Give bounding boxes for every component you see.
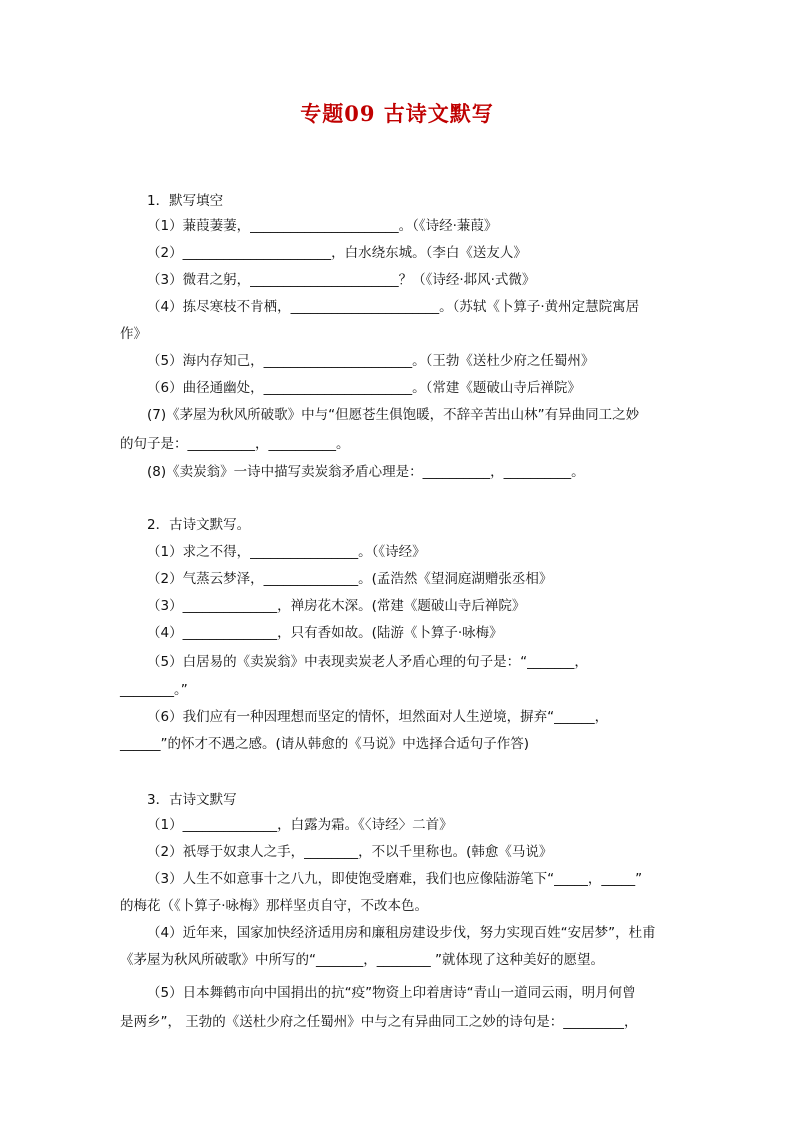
question-line: （1）求之不得，________________。（《诗经》 — [147, 544, 426, 560]
question-line: （3）人生不如意事十之八九，即使饱受磨难，我们也应像陆游笔下“_____，_____” — [147, 871, 643, 887]
question-line: （4）近年来，国家加快经济适用房和廉租房建设步伐，努力实现百姓“安居梦”，杜甫 — [147, 925, 656, 941]
section-heading: 1．默写填空 — [147, 193, 224, 209]
question-line: ______”的怀才不遇之感。(请从韩愈的《马说》中选择合适句子作答) — [120, 736, 530, 752]
question-line: 是两乡”， 王勃的《送杜少府之任蜀州》中与之有异曲同工之妙的诗句是：_________， — [120, 1014, 638, 1030]
question-line: (8)《卖炭翁》一诗中描写卖炭翁矛盾心理是：__________，__________。 — [147, 464, 585, 480]
question-line: （2）气蒸云梦泽，______________。(孟浩然《望洞庭湖赠张丞相》 — [147, 571, 553, 587]
question-line: （2）______________________，白水绕东城。（李白《送友人》 — [147, 245, 527, 261]
question-line: （6）曲径通幽处，______________________。（常建《题破山寺后禅院》 — [147, 380, 581, 396]
question-line: （1）蒹葭萋萋，______________________。（《诗经·蒹葭》 — [147, 218, 498, 234]
question-line: （3）______________，禅房花木深。(常建《题破山寺后禅院》 — [147, 598, 526, 614]
question-line: 的梅花（《卜算子·咏梅》那样坚贞自守，不改本色。 — [120, 898, 429, 914]
question-line: （1）______________，白露为霜。《〈诗经〉二首》 — [147, 817, 453, 833]
section-heading: 2．古诗文默写。 — [147, 517, 251, 533]
page-title: 专题09 古诗文默写 — [300, 101, 494, 126]
question-line: 的句子是：__________，__________。 — [120, 436, 350, 452]
question-line: （3）微君之躬，______________________？（《诗经·邶风·式微》 — [147, 272, 536, 288]
question-line: 作》 — [120, 326, 147, 342]
question-line: （4）______________，只有香如故。(陆游《卜算子·咏梅》 — [147, 625, 503, 641]
question-line: （6）我们应有一种因理想而坚定的情怀，坦然面对人生逆境，摒弃“______， — [147, 709, 609, 725]
question-line: ________。” — [120, 682, 188, 698]
question-line: （5）日本舞鹤市向中国捐出的抗“疫”物资上印着唐诗“青山一道同云雨，明月何曾 — [147, 985, 636, 1001]
question-line: （5）白居易的《卖炭翁》中表现卖炭老人矛盾心理的句子是：“_______， — [147, 654, 588, 670]
question-line: （2）祇辱于奴隶人之手，________，不以千里称也。(韩愈《马说》 — [147, 844, 553, 860]
question-line: （4）拣尽寒枝不肯栖，______________________。（苏轼《卜算子·黄州定慧院寓居 — [147, 299, 640, 315]
question-line: 《茅屋为秋风所破歌》中所写的“_______，________ ”就体现了这种美好的愿望。 — [120, 952, 605, 968]
section-heading: 3．古诗文默写 — [147, 792, 237, 808]
question-line: （5）海内存知己，______________________。（王勃《送杜少府之任蜀州》 — [147, 353, 595, 369]
question-line: (7)《茅屋为秋风所破歌》中与“但愿苍生俱饱暖，不辞辛苦出山林”有异曲同工之妙 — [147, 407, 640, 423]
